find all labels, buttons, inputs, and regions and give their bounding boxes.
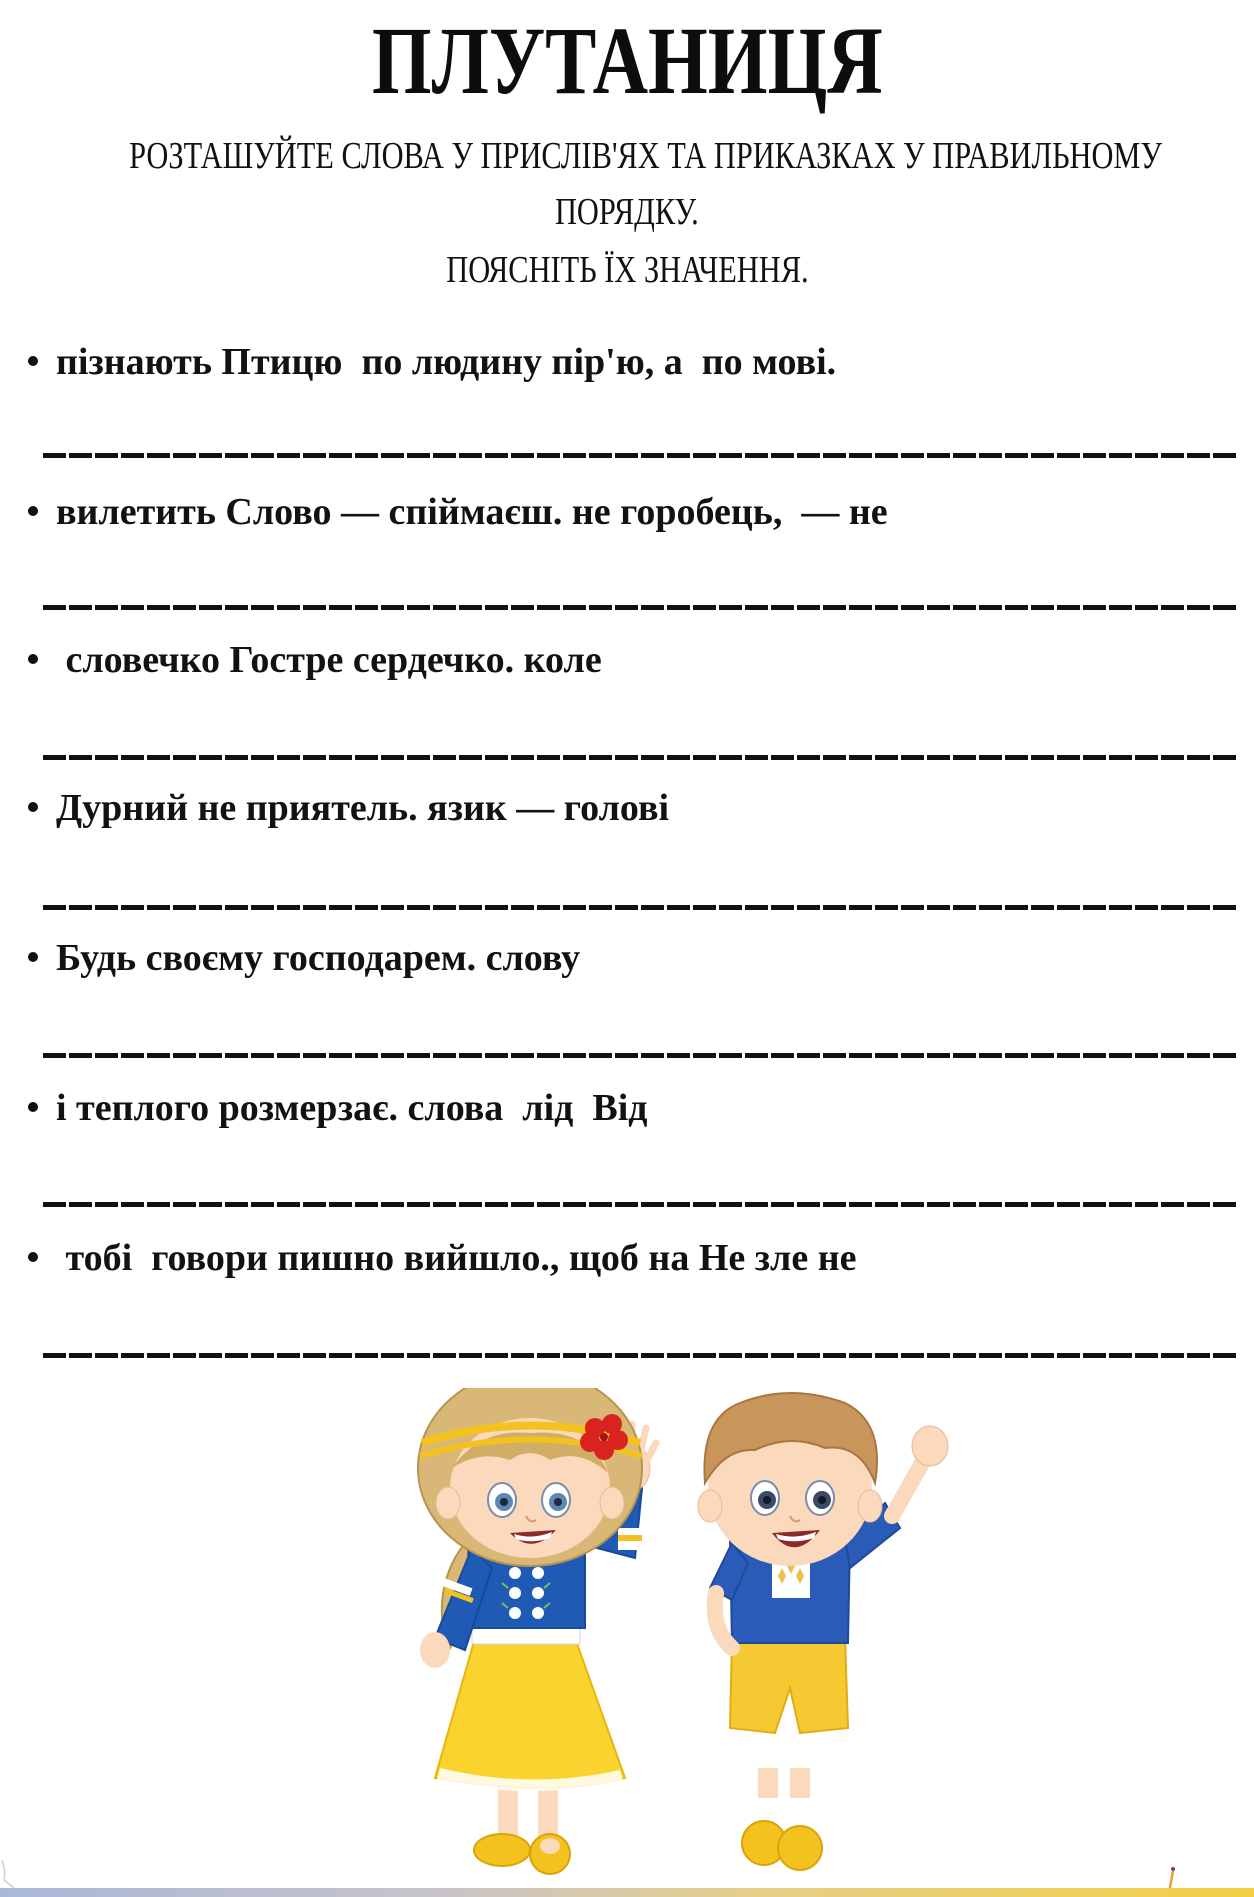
answer-line-3[interactable]: [43, 755, 1238, 760]
answer-line-6[interactable]: [43, 1202, 1238, 1207]
bullet-icon: [28, 654, 38, 664]
proverb-item-6: [28, 1086, 648, 1136]
instruction-text-1: РОЗТАШУЙТЕ СЛОВА У ПРИСЛІВ'ЯХ ТА ПРИКАЗКАХ У ПРАВИЛЬНОМУ: [129, 135, 1162, 177]
bottom-decorative-bar: [0, 1888, 1254, 1897]
answer-line-2[interactable]: [43, 605, 1238, 610]
title-text: ПЛУТАНИЦЯ: [371, 7, 883, 114]
bullet-icon: [28, 802, 38, 812]
bullet-icon: [28, 506, 38, 516]
corner-decoration-icon: [0, 1855, 20, 1890]
boy-figure: [698, 1393, 948, 1870]
proverb-text: і теплого розмерзає. слова лід Від: [56, 1087, 648, 1129]
proverb-text: вилетить Слово — спіймаєш. не горобець, — не: [56, 491, 888, 533]
bullet-icon: [28, 952, 38, 962]
answer-line-4[interactable]: [43, 905, 1238, 910]
proverb-text: пізнають Птицю по людину пір'ю, а по мові.: [56, 341, 837, 383]
bullet-icon: [28, 1252, 38, 1262]
answer-line-7[interactable]: [43, 1353, 1238, 1358]
instruction-line-2: [0, 192, 1254, 232]
bullet-icon: [28, 1102, 38, 1112]
proverb-item-2: [28, 490, 888, 540]
bullet-icon: [28, 356, 38, 366]
answer-line-1[interactable]: [43, 453, 1238, 458]
proverb-item-4: [28, 786, 669, 836]
instruction-line-3: [0, 250, 1254, 290]
instruction-text-3: ПОЯСНІТЬ ЇХ ЗНАЧЕННЯ.: [445, 249, 809, 291]
girl-figure: [418, 1388, 656, 1874]
proverb-text: Дурний не приятель. язик — голові: [56, 787, 670, 829]
proverb-text: словечко Гостре сердечко. коле: [56, 639, 602, 681]
page-title: [0, 6, 1254, 116]
proverb-item-3: [28, 638, 602, 688]
answer-line-5[interactable]: [43, 1053, 1238, 1058]
proverb-item-1: [28, 340, 836, 390]
proverb-item-5: [28, 936, 580, 986]
proverb-text: Будь своєму господарем. слову: [56, 937, 581, 979]
children-illustration: [380, 1388, 980, 1888]
instruction-line-1: [0, 136, 1254, 176]
proverb-text: тобі говори пишно вийшло., щоб на Не зле не: [56, 1237, 857, 1279]
instruction-text-2: ПОРЯДКУ.: [555, 191, 699, 233]
proverb-item-7: [28, 1236, 856, 1286]
